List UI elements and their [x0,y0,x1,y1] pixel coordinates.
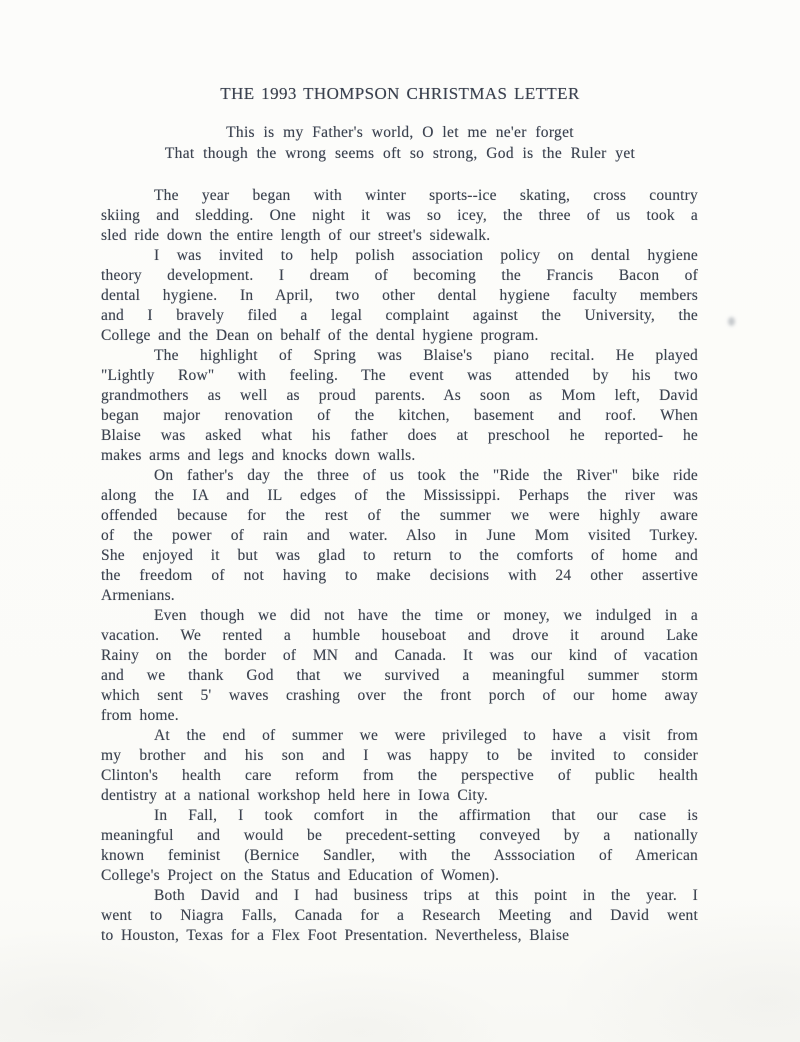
letter-line: On father's day the three of us took the "Ride the River" bike ride [154,467,698,484]
letter-line: began major renovation of the kitchen, basement and roof. When [101,407,698,424]
letter-line: The year began with winter sports--ice skating, cross country [154,187,698,204]
letter-line: College and the Dean on behalf of the dental hygiene program. [101,327,539,344]
epigraph-line-2: That though the wrong seems oft so strong, God is the Ruler yet [164,144,636,162]
letter-line: skiing and sledding. One night it was so icey, the three of us took a [101,207,698,224]
letter-line: "Lightly Row" with feeling. The event was attended by his two [101,367,698,384]
letter-line: went to Niagra Falls, Canada for a Research Meeting and David went [101,907,698,924]
letter-line: Even though we did not have the time or money, we indulged in a [154,607,698,624]
letter-line: dental hygiene. In April, two other dental hygiene faculty members [101,287,698,304]
letter-line: meaningful and would be precedent-setting conveyed by a nationally [101,827,698,844]
letter-line: In Fall, I took comfort in the affirmation that our case is [154,807,698,824]
letter-line: along the IA and IL edges of the Mississippi. Perhaps the river was [101,487,698,504]
letter-body [101,186,698,946]
letter-line: sled ride down the entire length of our street's sidewalk. [101,227,491,244]
letter-title: THE 1993 THOMPSON CHRISTMAS LETTER [220,84,580,103]
letter-line: College's Project on the Status and Education of Women). [101,867,500,884]
letter-line: At the end of summer we were privileged to have a visit from [154,727,698,744]
letter-line: The highlight of Spring was Blaise's piano recital. He played [154,347,698,364]
letter-line: makes arms and legs and knocks down walls. [101,447,416,464]
letter-line: theory development. I dream of becoming the Francis Bacon of [101,267,698,284]
letter-line: Blaise was asked what his father does at preschool he reported- he [101,427,698,444]
letter-line: offended because for the rest of the summer we were highly aware [101,507,698,524]
letter-line: which sent 5' waves crashing over the front porch of our home away [101,687,698,704]
letter-line: to Houston, Texas for a Flex Foot Presentation. Nevertheless, Blaise [101,927,570,944]
letter-line: my brother and his son and I was happy to be invited to consider [101,747,698,764]
letter-line: from home. [101,707,179,724]
letter-line: grandmothers as well as proud parents. As soon as Mom left, David [101,387,698,404]
letter-line: Armenians. [101,587,175,604]
letter-epigraph [0,123,800,164]
letter-line: vacation. We rented a humble houseboat and drove it around Lake [101,627,698,644]
letter-line: and we thank God that we survived a meaningful summer storm [101,667,698,684]
letter-line: known feminist (Bernice Sandler, with the Asssociation of American [101,847,698,864]
epigraph-line-1: This is my Father's world, O let me ne'er forget [226,124,574,141]
letter-line: She enjoyed it but was glad to return to the comforts of home and [101,547,698,564]
letter-line: Rainy on the border of MN and Canada. It was our kind of vacation [101,647,698,664]
letter-line: and I bravely filed a legal complaint against the University, the [101,307,698,324]
letter-line: of the power of rain and water. Also in June Mom visited Turkey. [101,527,698,544]
letter-line: Both David and I had business trips at this point in the year. I [154,887,698,904]
letter-line: I was invited to help polish association policy on dental hygiene [154,247,698,264]
letter-line: dentistry at a national workshop held here in Iowa City. [101,787,488,804]
letter-line: Clinton's health care reform from the perspective of public health [101,767,698,784]
scan-smudge-mark [728,317,735,326]
letter-line: the freedom of not having to make decisions with 24 other assertive [101,567,698,584]
